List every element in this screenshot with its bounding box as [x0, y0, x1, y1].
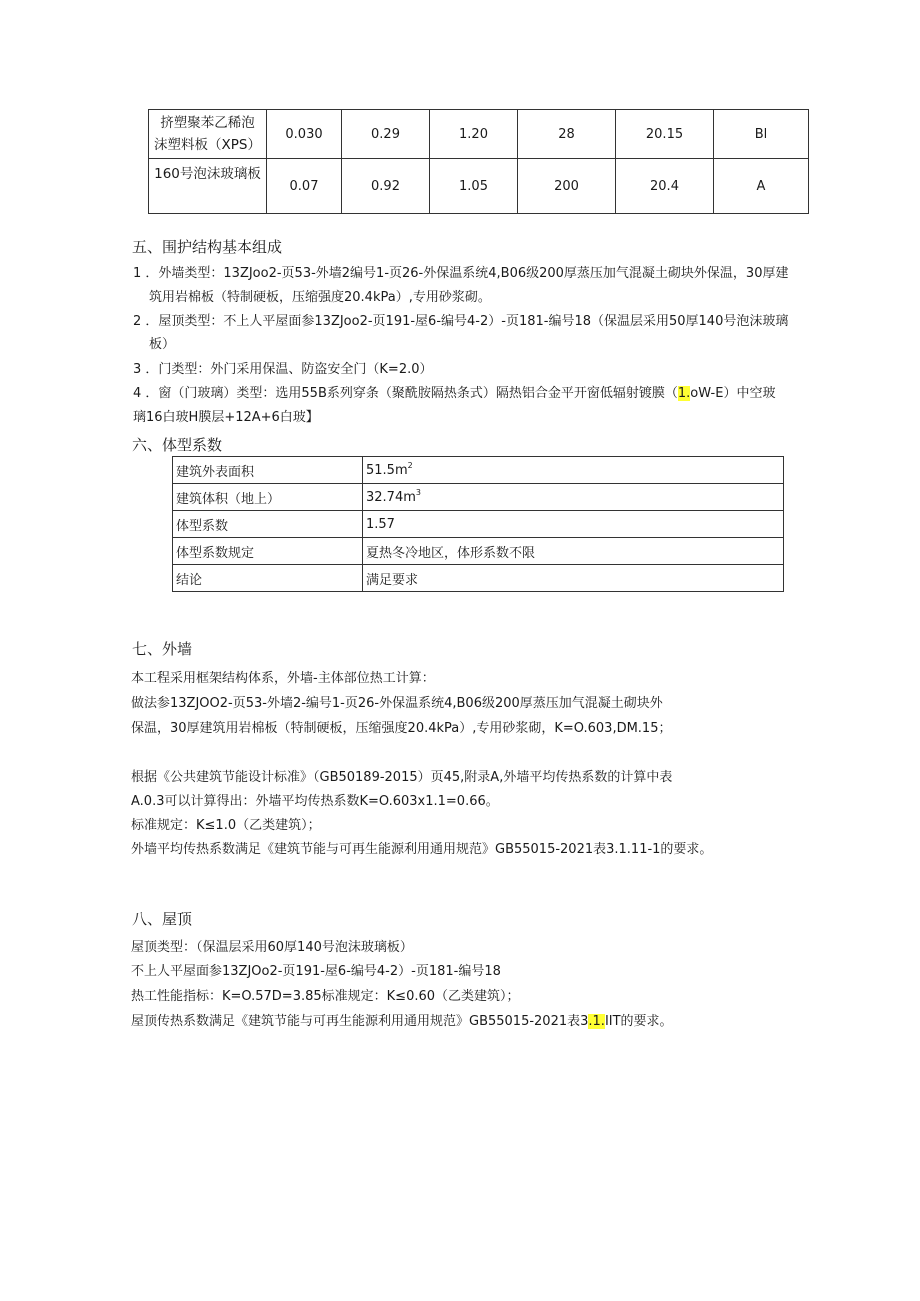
section8-line4 [131, 1012, 673, 1032]
table-cell-label: 体型系数 [173, 511, 363, 538]
section8-heading: 八、屋顶 [132, 910, 193, 928]
material-name-cell [149, 159, 267, 214]
material-name-line: 沫塑料板（XPS） [154, 137, 261, 153]
text-run: oW-E）中空玻 [690, 386, 776, 401]
table-cell: 1.20 [430, 110, 518, 159]
materials-table [148, 109, 809, 214]
section8-line3: 热工性能指标：K=O.57D=3.85标准规定：K≤0.60（乙类建筑）； [131, 989, 520, 1004]
section5-item1-line2: 筑用岩棉板（特制硬板，压缩强度20.4kPa）,专用砂浆砌。 [149, 290, 491, 305]
table-cell: 28 [518, 110, 616, 159]
section7-line2: 做法参13ZJOO2-页53-外墙2-编号1-页26-外保温系统4,B06级200厚蒸压加气混凝土砌块外 [131, 696, 663, 711]
superscript: 2 [407, 460, 413, 470]
shape-coefficient-table [172, 456, 784, 592]
value-text: 51.5m [366, 462, 408, 478]
superscript: 3 [415, 487, 421, 497]
section7-line7: 外墙平均传热系数满足《建筑节能与可再生能源利用通用规范》GB55015-2021表3.1.11-1的要求。 [131, 842, 713, 857]
highlight-mark: .1. [588, 1014, 605, 1029]
section6-heading: 六、体型系数 [132, 436, 223, 454]
table-cell-value [363, 484, 784, 511]
table-cell: 0.030 [267, 110, 342, 159]
section7-line6: 标准规定：K≤1.0（乙类建筑）； [131, 818, 321, 833]
text-run: IIT的要求。 [604, 1014, 673, 1029]
section7-heading: 七、外墙 [132, 640, 193, 658]
table-cell-label: 体型系数规定 [173, 538, 363, 565]
table-cell: 0.07 [267, 159, 342, 214]
text-run: 4 ．窗（门玻璃）类型：选用55B系列穿条（聚酰胺隔热条式）隔热铝合金平开窗低辐射镀膜（ [133, 386, 678, 401]
section5-heading: 五、围护结构基本组成 [132, 238, 283, 256]
material-name-cell [149, 110, 267, 159]
table-cell-value: 夏热冬冷地区，体形系数不限 [363, 538, 784, 565]
table-cell: 0.29 [342, 110, 430, 159]
text-run: 屋顶传热系数满足《建筑节能与可再生能源利用通用规范》GB55015-2021表3 [131, 1014, 589, 1029]
table-row [173, 457, 784, 484]
table-cell: 20.4 [616, 159, 714, 214]
section8-line1: 屋顶类型：（保温层采用60厚140号泡沫玻璃板） [131, 940, 413, 955]
table-cell-label: 建筑外表面积 [173, 457, 363, 484]
highlight-mark: 1. [677, 386, 691, 401]
table-cell: 20.15 [616, 110, 714, 159]
section5-item4-line1 [133, 384, 775, 404]
table-cell: Bl [714, 110, 809, 159]
table-cell-label: 结论 [173, 565, 363, 592]
table-cell-value: 满足要求 [363, 565, 784, 592]
section5-item1-line1: 1 ．外墙类型：13ZJoo2-页53-外墙2编号1-页26-外保温系统4,B06级200厚蒸压加气混凝土砌块外保温，30厚建 [133, 266, 789, 281]
section7-line3: 保温，30厚建筑用岩棉板（特制硬板，压缩强度20.4kPa）,专用砂浆砌，K=O.603,DM.15； [131, 721, 672, 736]
table-cell: A [714, 159, 809, 214]
section5-item2-line2: 板） [149, 337, 176, 352]
table-cell-label: 建筑体积（地上） [173, 484, 363, 511]
section5-item2-line1: 2 ．屋顶类型：不上人平屋面参13ZJoo2-页191-屋6-编号4-2）-页181-编号18（保温层采用50厚140号泡沫玻璃 [133, 314, 789, 329]
table-row [173, 484, 784, 511]
material-name-line: 160号泡沫玻璃板 [154, 166, 261, 182]
table-cell: 0.92 [342, 159, 430, 214]
table-row [149, 159, 809, 214]
section7-line4: 根据《公共建筑节能设计标准》（GB50189-2015）页45,附录A,外墙平均传热系数的计算中表 [131, 770, 673, 785]
table-cell-value: 1.57 [363, 511, 784, 538]
section5-item4-line2: 璃16白玻H膜层+12A+6白玻】 [133, 410, 319, 425]
table-row [173, 511, 784, 538]
value-text: 32.74m [366, 489, 416, 505]
table-cell-value [363, 457, 784, 484]
material-name-line: 挤塑聚苯乙稀泡 [160, 115, 255, 131]
section7-line5: A.0.3可以计算得出：外墙平均传热系数K=O.603x1.1=0.66。 [131, 794, 499, 809]
section5-item3: 3 ．门类型：外门采用保温、防盗安全门（K=2.0） [133, 362, 433, 377]
section8-line2: 不上人平屋面参13ZJOo2-页191-屋6-编号4-2）-页181-编号18 [131, 964, 501, 979]
table-cell: 1.05 [430, 159, 518, 214]
table-row [149, 110, 809, 159]
table-row [173, 538, 784, 565]
section7-line1: 本工程采用框架结构体系，外墙-主体部位热工计算： [131, 671, 435, 686]
table-cell: 200 [518, 159, 616, 214]
table-row [173, 565, 784, 592]
